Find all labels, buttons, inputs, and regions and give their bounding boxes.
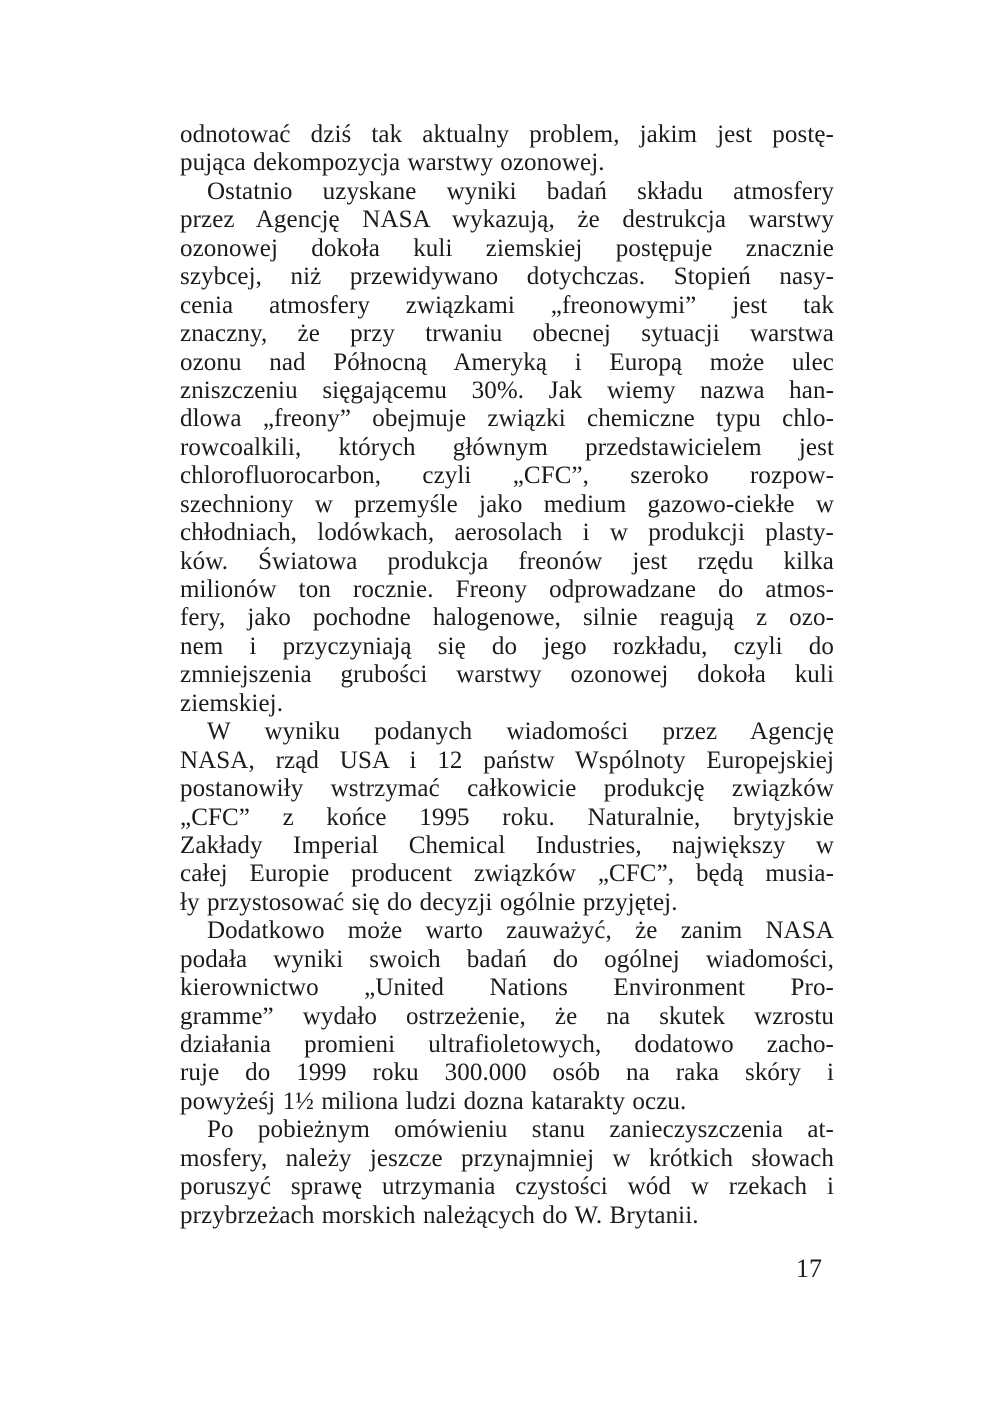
text-line: ozonu nad Północną Ameryką i Europą może ulec bbox=[180, 348, 834, 376]
text-line: Dodatkowo może warto zauważyć, że zanim NASA bbox=[207, 917, 834, 945]
text-line: powyżeśj 1½ miliona ludzi dozna katarakty oczu. bbox=[180, 1087, 687, 1115]
text-line: „CFC” z końce 1995 roku. Naturalnie, brytyjskie bbox=[180, 803, 834, 831]
text-line: postanowiły wstrzymać całkowicie produkcję związków bbox=[180, 775, 834, 803]
text-line: odnotować dziś tak aktualny problem, jakim jest postę- bbox=[180, 121, 834, 148]
text-line: znaczny, że przy trwaniu obecnej sytuacji warstwa bbox=[180, 320, 834, 348]
text-line: przybrzeżach morskich należących do W. Brytanii. bbox=[180, 1201, 699, 1229]
text-block bbox=[180, 121, 834, 1230]
text-line: chłodniach, lodówkach, aerosolach i w produkcji plasty- bbox=[180, 519, 834, 547]
text-line: ziemskiej. bbox=[180, 689, 284, 717]
text-line: W wyniku podanych wiadomości przez Agencję bbox=[207, 718, 834, 746]
text-line: pująca dekompozycja warstwy ozonowej. bbox=[180, 149, 605, 177]
text-line: dlowa „freony” obejmuje związki chemiczne typu chlo- bbox=[180, 405, 834, 433]
text-line: chlorofluorocarbon, czyli „CFC”, szeroko rozpow- bbox=[180, 462, 834, 490]
text-line: Ostatnio uzyskane wyniki badań składu atmosfery bbox=[207, 177, 834, 205]
text-line: Zakłady Imperial Chemical Industries, największy w bbox=[180, 831, 834, 859]
page-number: 17 bbox=[796, 1254, 822, 1283]
text-line: ły przystosować się do decyzji ogólnie przyjętej. bbox=[180, 888, 678, 916]
text-line: gramme” wydało ostrzeżenie, że na skutek wzrostu bbox=[180, 1002, 834, 1030]
text-line: cenia atmosfery związkami „freonowymi” jest tak bbox=[180, 291, 834, 319]
text-line: fery, jako pochodne halogenowe, silnie reagują z ozo- bbox=[180, 604, 834, 632]
text-line: działania promieni ultrafioletowych, dodatowo zacho- bbox=[180, 1031, 834, 1058]
text-line: zmniejszenia grubości warstwy ozonowej dokoła kuli bbox=[180, 661, 834, 689]
text-line: nem i przyczyniają się do jego rozkładu, czyli do bbox=[180, 632, 834, 660]
text-line: podała wyniki swoich badań do ogólnej wiadomości, bbox=[180, 945, 834, 973]
text-line: całej Europie producent związków „CFC”, będą musia- bbox=[180, 860, 834, 888]
text-line: szybcej, niż przewidywano dotychczas. Stopień nasy- bbox=[180, 263, 834, 291]
text-line: kierownictwo „United Nations Environment Pro- bbox=[180, 974, 834, 1002]
text-line: milionów ton rocznie. Freony odprowadzane do atmos- bbox=[180, 576, 834, 603]
text-line: Po pobieżnym omówieniu stanu zanieczyszczenia at- bbox=[207, 1116, 834, 1144]
text-line: ków. Światowa produkcja freonów jest rzędu kilka bbox=[180, 547, 834, 575]
text-line: ruje do 1999 roku 300.000 osób na raka skóry i bbox=[180, 1059, 834, 1087]
text-line: ozonowej dokoła kuli ziemskiej postępuje znacznie bbox=[180, 234, 834, 262]
text-line: przez Agencję NASA wykazują, że destrukcja warstwy bbox=[180, 206, 834, 234]
text-line: poruszyć sprawę utrzymania czystości wód w rzekach i bbox=[180, 1173, 834, 1201]
text-line: rowcoalkili, których głównym przedstawicielem jest bbox=[180, 433, 834, 461]
text-line: NASA, rząd USA i 12 państw Wspólnoty Europejskiej bbox=[180, 746, 834, 774]
text-line: zniszczeniu sięgającemu 30%. Jak wiemy nazwa han- bbox=[180, 376, 834, 404]
text-line: szechniony w przemyśle jako medium gazowo-ciekłe w bbox=[180, 490, 834, 518]
text-line: mosfery, należy jeszcze przynajmniej w krótkich słowach bbox=[180, 1144, 834, 1172]
